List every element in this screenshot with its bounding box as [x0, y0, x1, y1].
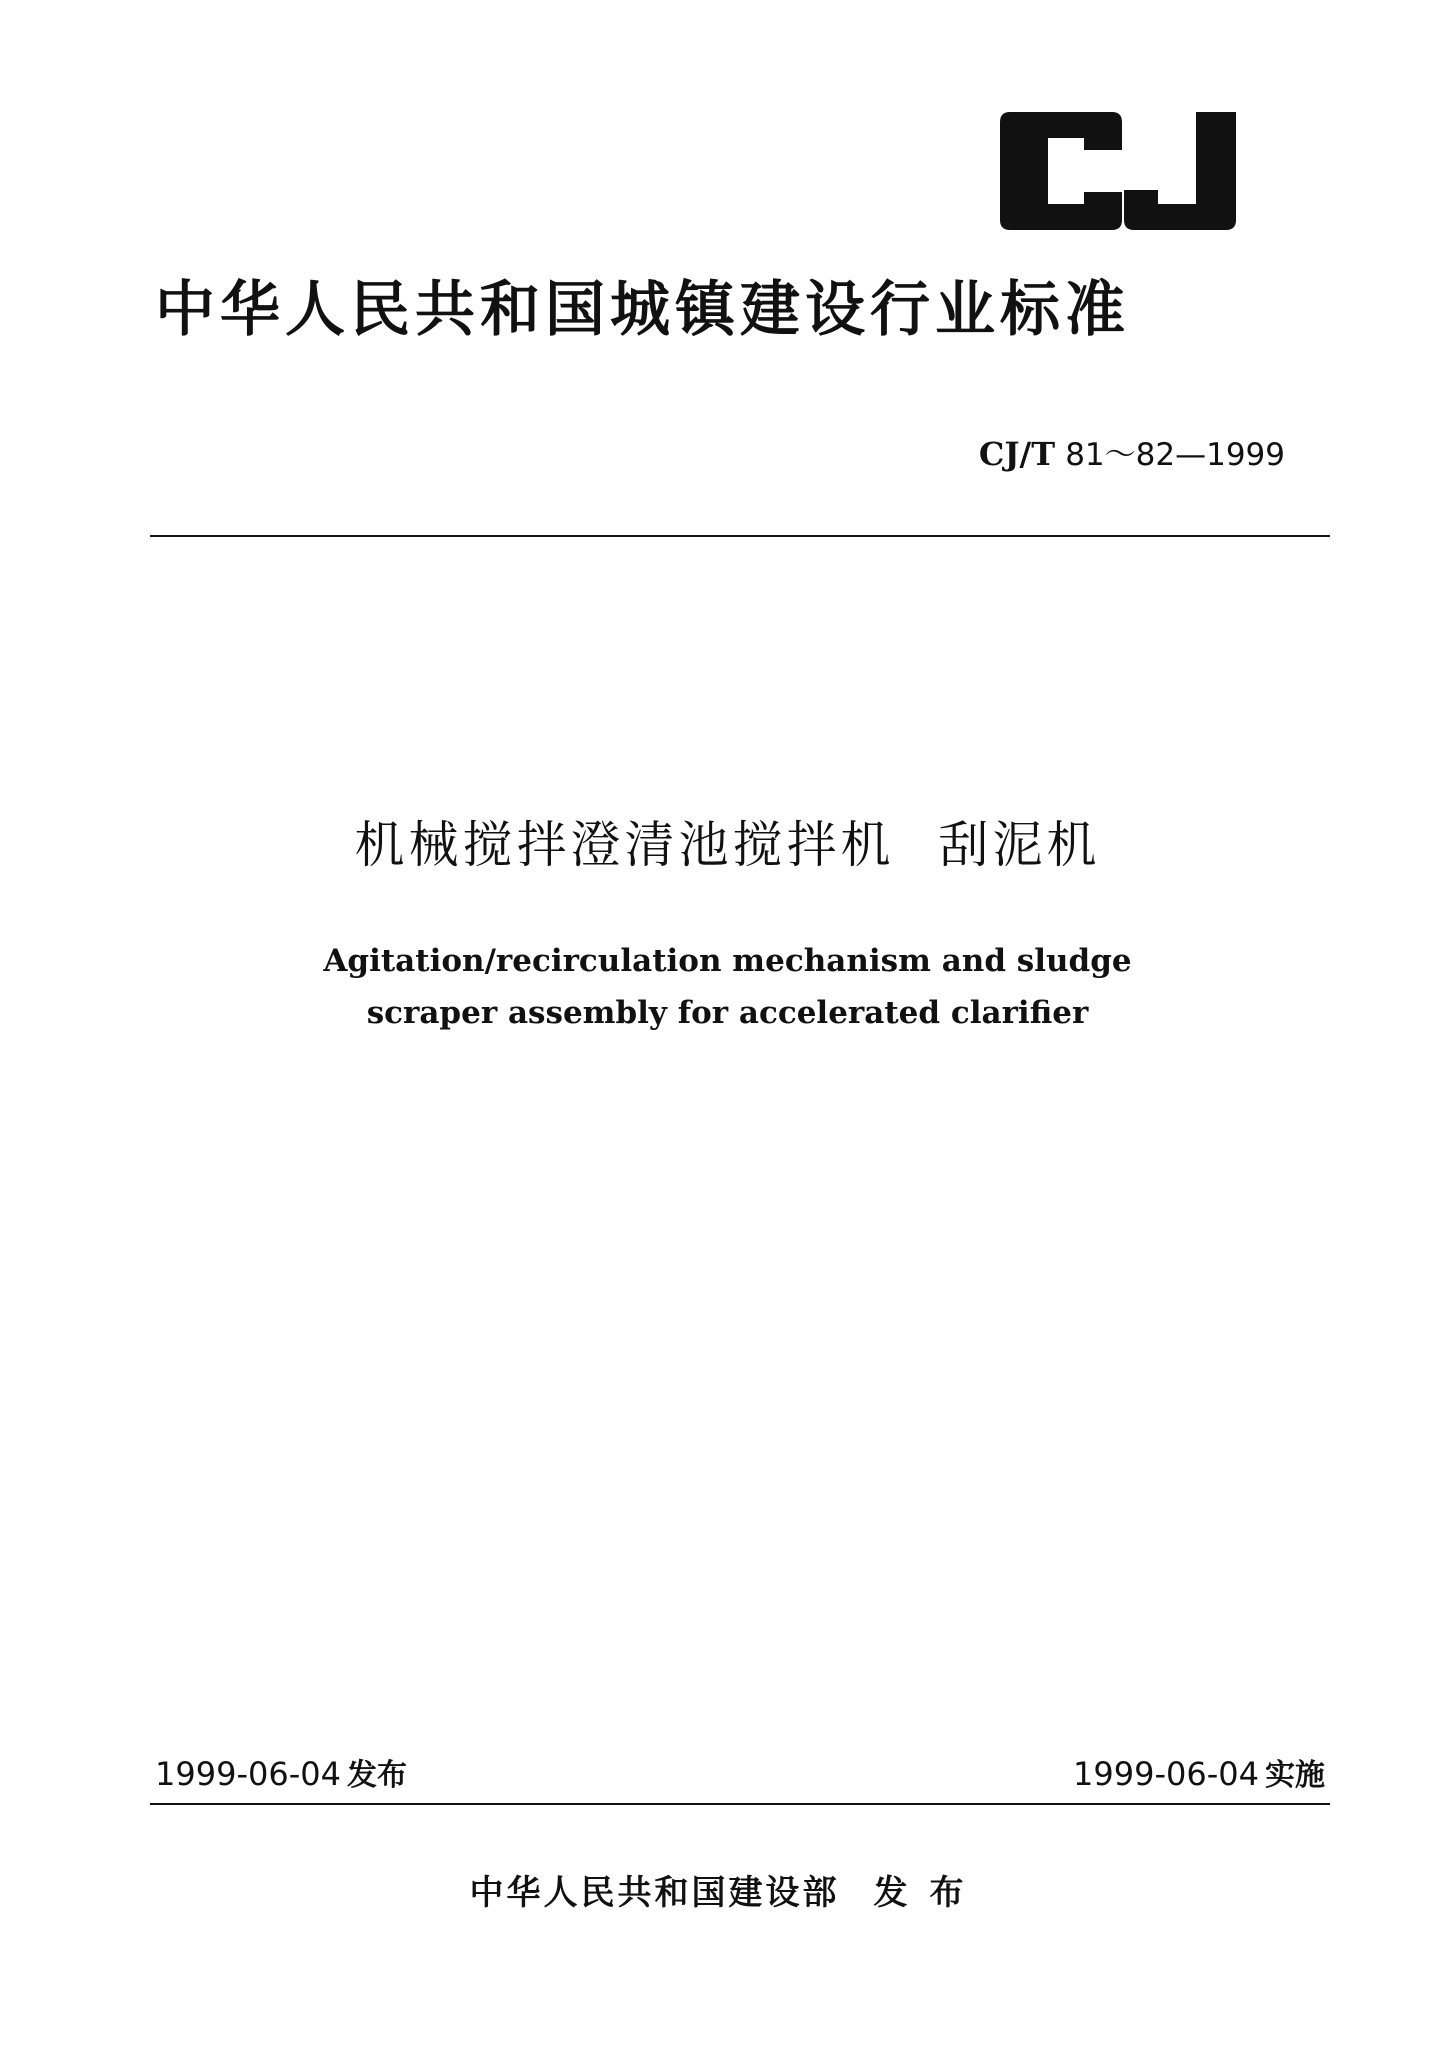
standard-code-range: 81～82—1999 — [1065, 437, 1285, 473]
document-title-chinese — [0, 810, 1455, 880]
implementation-date-value: 1999-06-04 — [1073, 1755, 1259, 1793]
title-cn-part2: 刮泥机 — [938, 816, 1101, 874]
standard-category-title: 中华人民共和国城镇建设行业标准 — [155, 275, 1130, 345]
header-divider — [150, 535, 1330, 537]
publisher-name: 中华人民共和国建设部 — [469, 1873, 840, 1913]
implementation-date — [1073, 1752, 1325, 1798]
title-en-line2: scraper assembly for accelerated clarifier — [366, 995, 1089, 1031]
implementation-date-label: 实施 — [1265, 1758, 1325, 1793]
logo-letter-c — [1000, 112, 1122, 230]
footer-divider — [150, 1803, 1330, 1805]
publisher-action: 发布 — [873, 1873, 986, 1913]
document-title-english — [0, 935, 1455, 1039]
publisher-line — [0, 1868, 1455, 1918]
standard-code — [979, 432, 1285, 477]
standard-code-prefix: CJ/T — [978, 435, 1056, 473]
issue-date-value: 1999-06-04 — [155, 1755, 341, 1793]
issue-date — [155, 1752, 407, 1798]
title-cn-part1: 机械搅拌澄清池搅拌机 — [354, 816, 895, 874]
logo-letter-j — [1124, 112, 1236, 230]
cj-logo — [1000, 112, 1236, 230]
title-en-line1: Agitation/recirculation mechanism and sludge — [323, 943, 1132, 979]
issue-date-label: 发布 — [346, 1758, 407, 1793]
